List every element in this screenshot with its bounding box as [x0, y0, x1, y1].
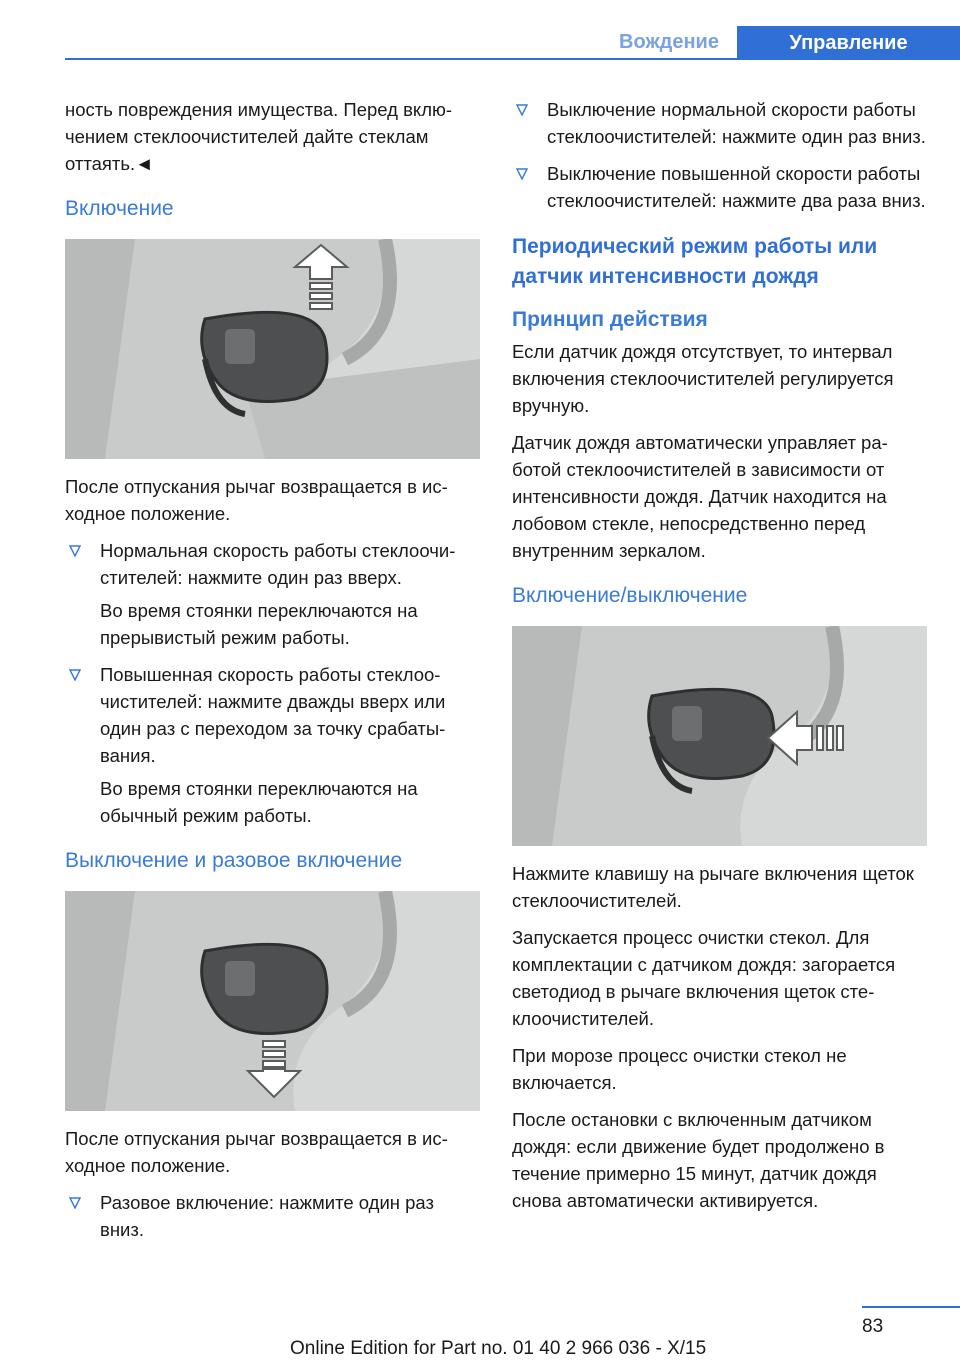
triangle-bullet-icon [69, 663, 83, 677]
after-release-text-2: После отпускания рычаг возвращается в исходное положение. [65, 1128, 448, 1176]
bullet-text: Выключение повышенной скорости работы стеклоочистителей: нажмите два раза вниз. [547, 163, 926, 211]
press-button-paragraph: Нажмите клавишу на рычаге включения щеток стеклоочистителей. [512, 863, 914, 911]
bullet-single-wipe [65, 1189, 480, 1243]
wiper-lever-up-illustration [65, 239, 480, 459]
bullet-note: Во время стоянки переключаются на прерывистый режим работы. [100, 600, 418, 648]
bullet-off-normal [512, 96, 930, 150]
triangle-bullet-icon [69, 539, 83, 553]
left-column [65, 96, 480, 1253]
bullet-high-speed [65, 661, 480, 829]
principle-paragraph-1: Если датчик дождя отсутствует, то интервал включения стеклоочистителей регулируется вручную. [512, 341, 894, 416]
reactivation-paragraph: После остановки с включенным датчиком дождя: если движение будет продолжено в течение примерно 15 минут, датчик дождя снова автоматически активируется. [512, 1109, 885, 1211]
heading-switch-on: Включение [65, 197, 174, 220]
cleaning-start-paragraph: Запускается процесс очистки стекол. Для комплектации с датчиком дождя: загорается светодиод в рычаге включения щеток стеклоочистителей. [512, 927, 896, 1029]
subheading-principle: Принцип действия [512, 308, 708, 331]
edition-text: Online Edition for Part no. 01 40 2 966 036 - X/15 [290, 1338, 707, 1359]
heading-switch-off: Выключение и разовое включение [65, 849, 403, 872]
bullet-note: Во время стоянки переключаются на обычный режим работы. [100, 778, 418, 826]
after-release-text-1: После отпускания рычаг возвращается в исходное положение. [65, 476, 448, 524]
bullet-off-high [512, 160, 930, 214]
bullet-text: Выключение нормальной скорости работы стеклоочистителей: нажмите один раз вниз. [547, 99, 926, 147]
triangle-bullet-icon [516, 98, 530, 112]
principle-paragraph-2: Датчик дождя автоматически управляет работой стеклоочистителей в зависимости от интенсивности дождя. Датчик находится на лобовом стекле, непосредственно перед внутренним зеркалом. [512, 432, 888, 561]
intro-paragraph: ность повреждения имущества. Перед включением стеклоочистителей дайте стеклам оттаять.◄ [65, 99, 453, 174]
tab-controls[interactable]: Управление [737, 26, 960, 60]
right-column [512, 96, 930, 1224]
frost-paragraph: При морозе процесс очистки стекол не включается. [512, 1045, 847, 1093]
triangle-bullet-icon [69, 1191, 83, 1205]
heading-interval-rain-sensor: Периодический режим работы или датчик интенсивности дождя [512, 235, 878, 288]
footer-rule [862, 1306, 960, 1308]
bullet-normal-speed [65, 537, 480, 651]
bullet-text: Повышенная скорость работы стеклоочистителей: нажмите дважды вверх или один раз с переходом за точку срабатывания. [100, 664, 446, 766]
bullet-text: Нормальная скорость работы стеклоочистителей: нажмите один раз вверх. [100, 540, 456, 588]
triangle-bullet-icon [516, 162, 530, 176]
wiper-lever-down-illustration [65, 891, 480, 1111]
header-rule [65, 58, 960, 60]
wiper-lever-button-illustration [512, 626, 927, 846]
bullet-text: Разовое включение: нажмите один раз вниз. [100, 1192, 434, 1240]
heading-on-off: Включение/выключение [512, 584, 748, 607]
page-number: 83 [862, 1316, 884, 1337]
tab-driving[interactable]: Вождение [619, 31, 719, 53]
